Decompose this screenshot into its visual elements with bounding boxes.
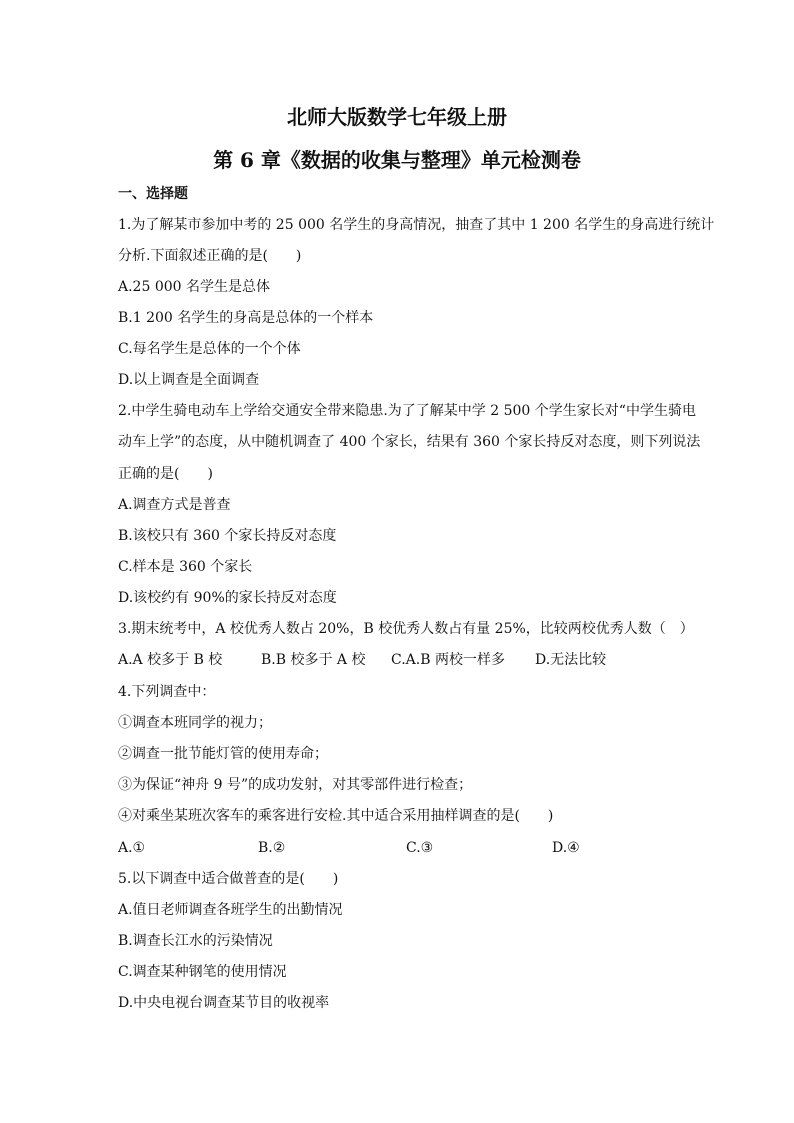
q4-item-1: ①调查本班同学的视力；: [118, 715, 272, 731]
q3-option-c: C.A.B 两校一样多: [391, 652, 505, 668]
q5-option-b: B.调查长江水的污染情况: [118, 933, 273, 949]
q4-option-b: B.②: [258, 840, 286, 856]
q2-stem-line3: 正确的是( ): [118, 466, 213, 482]
q4-option-a: A.①: [118, 840, 146, 856]
q2-stem-line2: 动车上学”的态度，从中随机调查了 400 个家长，结果有 360 个家长持反对态度，则下列说法: [118, 434, 701, 450]
q2-option-b: B.该校只有 360 个家长持反对态度: [118, 528, 337, 544]
q3-option-b: B.B 校多于 A 校: [261, 652, 366, 668]
q4-item-4: ④对乘坐某班次客车的乘客进行安检.其中适合采用抽样调查的是( ): [118, 808, 554, 824]
document-title: 北师大版数学七年级上册: [287, 105, 507, 129]
q5-option-c: C.调查某种钢笔的使用情况: [118, 964, 287, 980]
q3-option-d: D.无法比较: [535, 652, 607, 668]
q3-stem: 3.期末统考中，A 校优秀人数占 20%，B 校优秀人数占有量 25%，比较两校优秀人数（ ）: [118, 621, 694, 637]
q2-option-d: D.该校约有 90%的家长持反对态度: [118, 590, 337, 606]
q4-option-c: C.③: [406, 840, 434, 856]
document-subtitle: 第 6 章《数据的收集与整理》单元检测卷: [213, 148, 581, 172]
q1-option-d: D.以上调查是全面调查: [118, 372, 260, 388]
q1-option-c: C.每名学生是总体的一个个体: [118, 341, 301, 357]
q4-item-2: ②调查一批节能灯管的使用寿命；: [118, 746, 328, 762]
q1-stem-line1: 1.为了解某市参加中考的 25 000 名学生的身高情况，抽查了其中 1 200 名学生的身高进行统计: [118, 217, 715, 233]
q5-option-a: A.值日老师调查各班学生的出勤情况: [118, 902, 343, 918]
q3-option-a: A.A 校多于 B 校: [118, 652, 223, 668]
q1-option-b: B.1 200 名学生的身高是总体的一个样本: [118, 310, 374, 326]
q4-item-3: ③为保证“神舟 9 号”的成功发射，对其零部件进行检查；: [118, 777, 473, 793]
q2-option-c: C.样本是 360 个家长: [118, 559, 253, 575]
q1-stem-line2: 分析.下面叙述正确的是( ): [118, 248, 302, 264]
q4-stem: 4.下列调查中：: [118, 684, 216, 700]
q5-stem: 5.以下调查中适合做普查的是( ): [118, 871, 339, 887]
section-heading: 一、选择题: [118, 186, 188, 202]
q1-option-a: A.25 000 名学生是总体: [118, 279, 270, 295]
q4-option-d: D.④: [552, 840, 580, 856]
q2-option-a: A.调查方式是普查: [118, 497, 231, 513]
q2-stem-line1: 2.中学生骑电动车上学给交通安全带来隐患.为了了解某中学 2 500 个学生家长对“中学生骑电: [118, 403, 696, 419]
q5-option-d: D.中央电视台调查某节目的收视率: [118, 995, 330, 1011]
